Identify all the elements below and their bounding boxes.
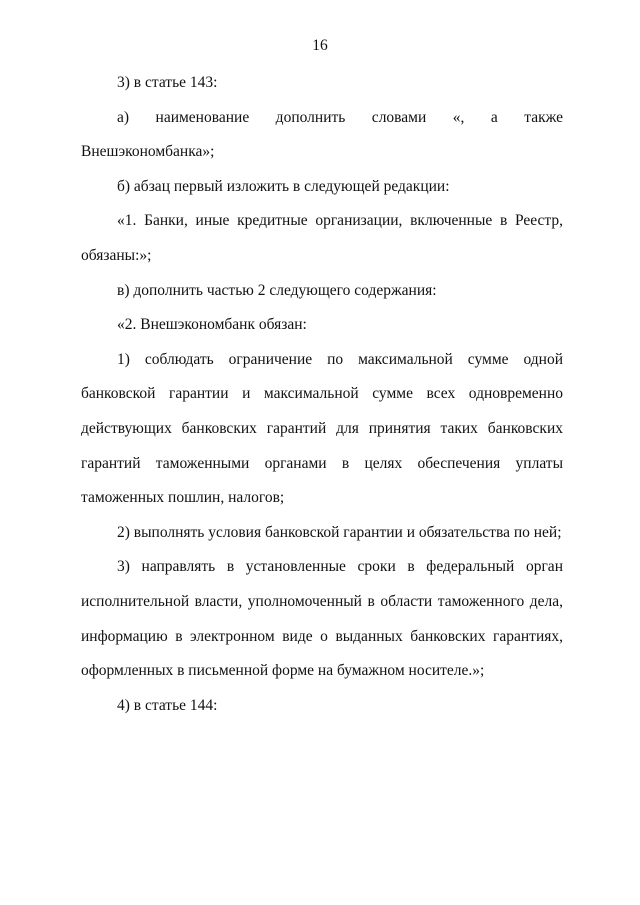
paragraph-obligation-3: 3) направлять в установленные сроки в федеральный орган исполнительной власти, уполномоченный в области таможенного дела, информацию в электронном виде о выданных банковских гарантиях, оформленных в письменной форме на бумажном носителе.»; <box>81 558 563 680</box>
paragraph-article-143: 3) в статье 143: <box>117 74 218 91</box>
paragraph-obligation-1: 1) соблюдать ограничение по максимальной сумме одной банковской гарантии и максимальной сумме всех одновременно действующих банковских гарантий для принятия таких банковских гарантий таможенными органами в целях обеспечения уплаты таможенных пошлин, налогов; <box>81 350 563 507</box>
paragraph-item-v: в) дополнить частью 2 следующего содержания: <box>117 281 437 299</box>
page-number: 16 <box>312 37 328 54</box>
paragraph-veb-obliged: «2. Внешэкономбанк обязан: <box>117 316 307 334</box>
paragraph-article-144: 4) в статье 144: <box>117 696 218 714</box>
paragraph-item-a: а) наименование дополнить словами «, а также Внешэкономбанка»; <box>81 108 563 161</box>
paragraph-obligation-2: 2) выполнять условия банковской гарантии и обязательства по ней; <box>117 523 562 541</box>
paragraph-banks-obliged: «1. Банки, иные кредитные организации, включенные в Реестр, обязаны:»; <box>81 212 563 264</box>
document-body <box>81 66 563 723</box>
paragraph-item-b: б) абзац первый изложить в следующей редакции: <box>117 177 450 195</box>
